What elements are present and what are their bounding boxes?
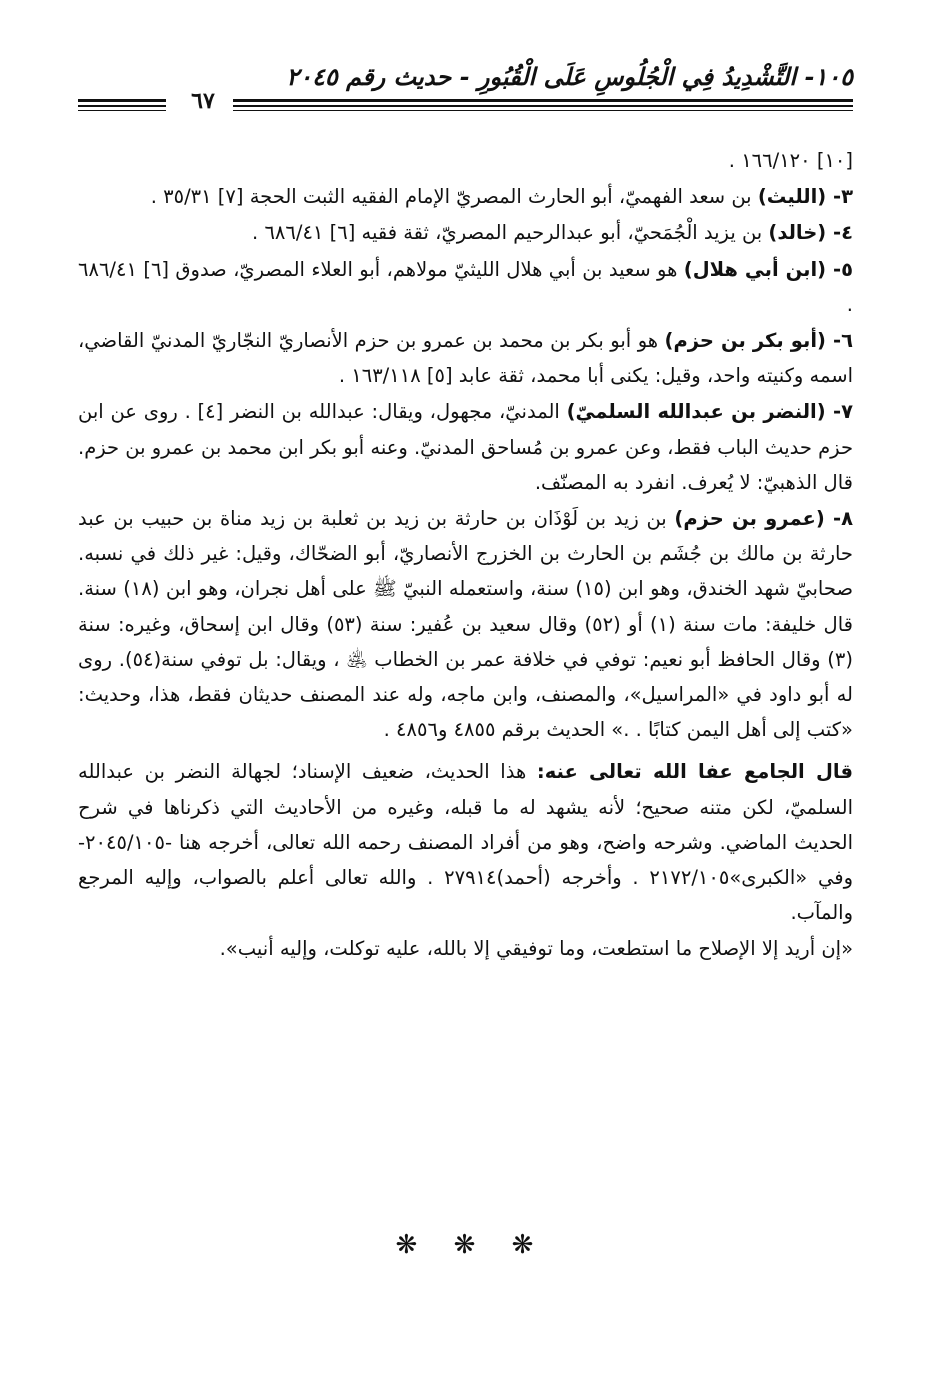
- header-rule-short: [78, 110, 166, 111]
- page-header: [78, 54, 853, 124]
- paragraph: [78, 754, 853, 930]
- paragraph-lead: ٧- (النضر بن عبدالله السلميّ): [566, 400, 853, 424]
- paragraph-lead: قال الجامع عفا الله تعالى عنه:: [536, 760, 853, 784]
- paragraph: [78, 179, 853, 214]
- paragraph-text: هذا الحديث، ضعيف الإسناد؛ لجهالة النضر بن عبدالله السلميّ، لكن متنه صحيح؛ لأنه يشهد له ما قبله، وغيره من الأحاديث التي ذكرناها في شرح الحديث الماضي. وشرحه واضح، وهو من أفراد المصنف رحمه الله تعالى، أخرجه هنا -٢٠٤٥/١٠٥- وفي «الكبرى»٢١٧٢/١٠٥ . وأخرجه (أحمد)٢٧٩١٤ . والله تعالى أعلم بالصواب، وإليه المرجع والمآب.: [78, 760, 853, 925]
- page-number: ٦٧: [191, 88, 215, 114]
- paragraph: [78, 323, 853, 393]
- paragraph-text: «إن أريد إلا الإصلاح ما استطعت، وما توفيقي إلا بالله، عليه توكلت، وإليه أنيب».: [219, 937, 853, 961]
- paragraph: [78, 252, 853, 322]
- paragraph-gap: [78, 747, 853, 753]
- paragraph-text: المدنيّ، مجهول، ويقال: عبدالله بن النضر [٤] . روى عن ابن حزم حديث الباب فقط، وعن عمرو بن مُساحق المدنيّ. وعنه أبو بكر ابن محمد بن عمرو بن حزم. قال الذهبيّ: لا يُعرف. انفرد به المصنّف.: [78, 400, 853, 494]
- paragraph-text: هو أبو بكر بن محمد بن عمرو بن حزم الأنصاريّ النجّاريّ المدنيّ القاضي، اسمه وكنيته واحد، وقيل: يكنى أبا محمد، ثقة عابد [٥] ١٦٣/١١٨ .: [78, 329, 853, 388]
- paragraph-text: بن زيد بن لَوْذَان بن حارثة بن زيد بن ثعلبة بن زيد مناة بن حبيب بن عبد حارثة بن مالك بن جُشَم بن الحارث بن الخزرج الأنصاريّ، أبو الضحّاك، وقيل: غير ذلك في نسبه. صحابيّ شهد الخندق، وهو ابن (١٥) سنة، واستعمله النبيّ ﷺ على أهل نجران، وهو ابن (١٨) سنة. قال خليفة: مات سنة (١) أو (٥٢) وقال سعيد بن عُفير: سنة (٥٣) وقال ابن إسحاق، وغيره: سنة (٣) وقال الحافظ أبو نعيم: توفي في خلافة عمر بن الخطاب ﵁ ، ويقال: بل توفي سنة(٥٤). روى له أبو داود في «المراسيل»، والمصنف، وابن ماجه، وله عند المصنف حديثان فقط، هذا، وحديث: «كتب إلى أهل اليمن كتابًا . .» الحديث برقم ٤٨٥٥ و٤٨٥٦ .: [78, 507, 853, 742]
- paragraph-text: بن سعد الفهميّ، أبو الحارث المصريّ الإمام الفقيه الثبت الحجة [٧] ٣٥/٣١ .: [150, 185, 758, 209]
- paragraph-text: بن يزيد الْجُمَحيّ، أبو عبدالرحيم المصريّ، ثقة فقيه [٦] ٦٨٦/٤١ .: [252, 221, 769, 245]
- header-rule-short: [78, 105, 166, 107]
- paragraph: [78, 143, 853, 178]
- paragraph-lead: ٥- (ابن أبي هلال): [683, 257, 853, 281]
- paragraph: [78, 931, 853, 966]
- paragraph-text: [١٠] ١٦٦/١٢٠ .: [728, 149, 853, 172]
- paragraph-lead: ٤- (خالد): [768, 221, 853, 245]
- section-separator: ❋ ❋ ❋: [395, 1230, 548, 1260]
- paragraph: [78, 394, 853, 500]
- paragraph-lead: ٣- (الليث): [757, 185, 853, 209]
- paragraph-lead: ٦- (أبو بكر بن حزم): [664, 329, 853, 353]
- header-rule: [233, 110, 853, 111]
- body-text: [78, 142, 853, 967]
- paragraph: [78, 501, 853, 747]
- header-rule-short: [78, 99, 166, 102]
- paragraph: [78, 215, 853, 250]
- paragraph-text: هو سعيد بن أبي هلال الليثيّ مولاهم، أبو العلاء المصريّ، صدوق [٦] ٦٨٦/٤١ .: [78, 257, 853, 316]
- running-title: ١٠٥- التَّشْدِيدُ فِي الْجُلُوسِ عَلَى الْقُبُورِ - حديث رقم ٢٠٤٥: [286, 62, 853, 91]
- header-rule: [233, 105, 853, 107]
- paragraph-lead: ٨- (عمرو بن حزم): [674, 507, 854, 531]
- header-rule: [233, 99, 853, 102]
